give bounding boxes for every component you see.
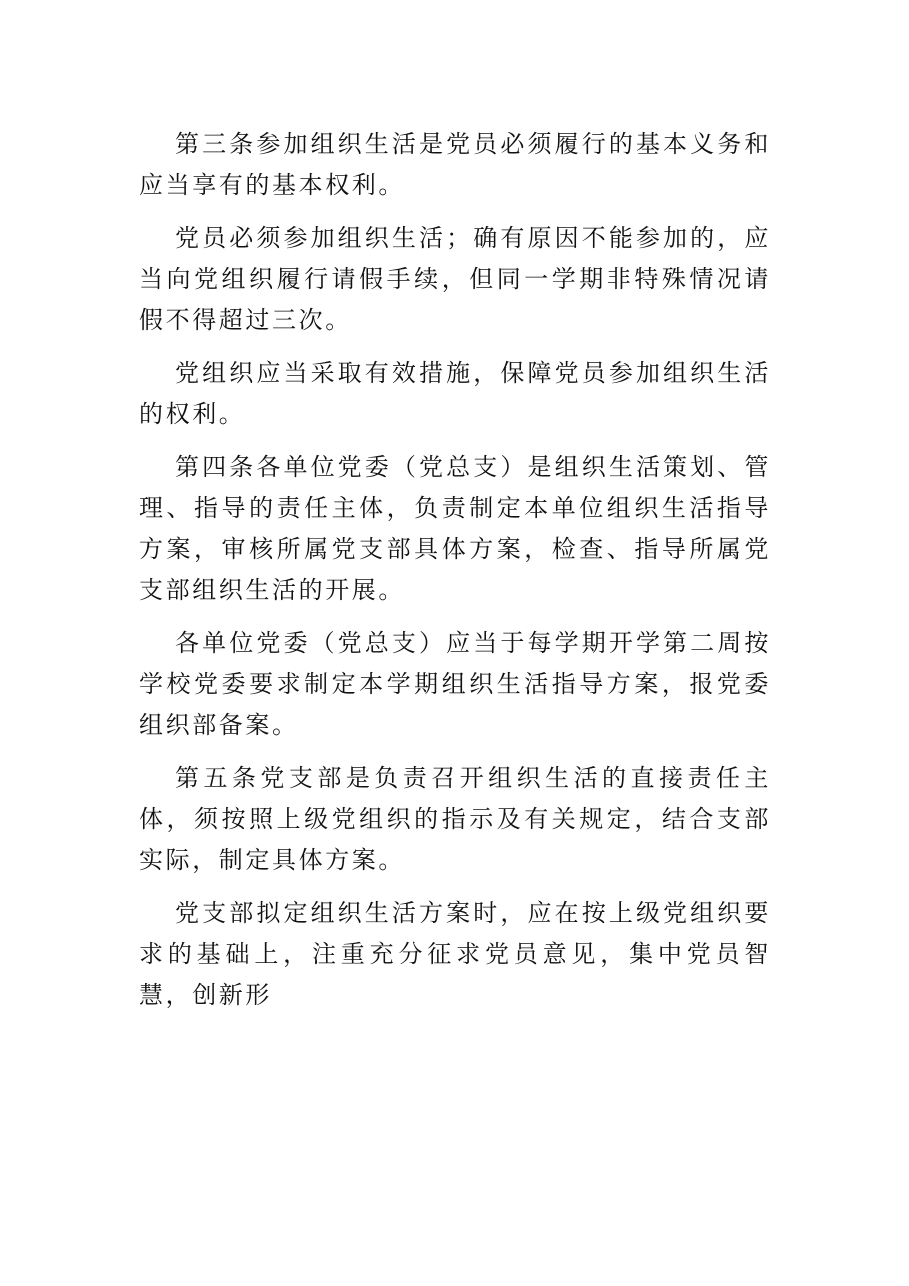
paragraph-leave-rules: 党员必须参加组织生活；确有原因不能参加的，应当向党组织履行请假手续，但同一学期非特殊情况请假不得超过三次。 [139,224,771,334]
paragraph-article-3: 第三条参加组织生活是党员必须履行的基本义务和应当享有的基本权利。 [139,130,771,199]
paragraph-article-4: 第四条各单位党委（党总支）是组织生活策划、管理、指导的责任主体，负责制定本单位组织生活指导方案，审核所属党支部具体方案，检查、指导所属党支部组织生活的开展。 [139,453,771,604]
paragraph-branch-plan: 党支部拟定组织生活方案时，应在按上级党组织要求的基础上，注重充分征求党员意见，集中党员智慧，创新形 [139,899,771,1009]
paragraph-guidance-plan: 各单位党委（党总支）应当于每学期开学第二周按学校党委要求制定本学期组织生活指导方案，报党委组织部备案。 [139,629,771,739]
document-body [139,124,771,1028]
paragraph-article-5: 第五条党支部是负责召开组织生活的直接责任主体，须按照上级党组织的指示及有关规定，结合支部实际，制定具体方案。 [139,764,771,874]
paragraph-guarantee-rights: 党组织应当采取有效措施，保障党员参加组织生活的权利。 [139,359,771,428]
